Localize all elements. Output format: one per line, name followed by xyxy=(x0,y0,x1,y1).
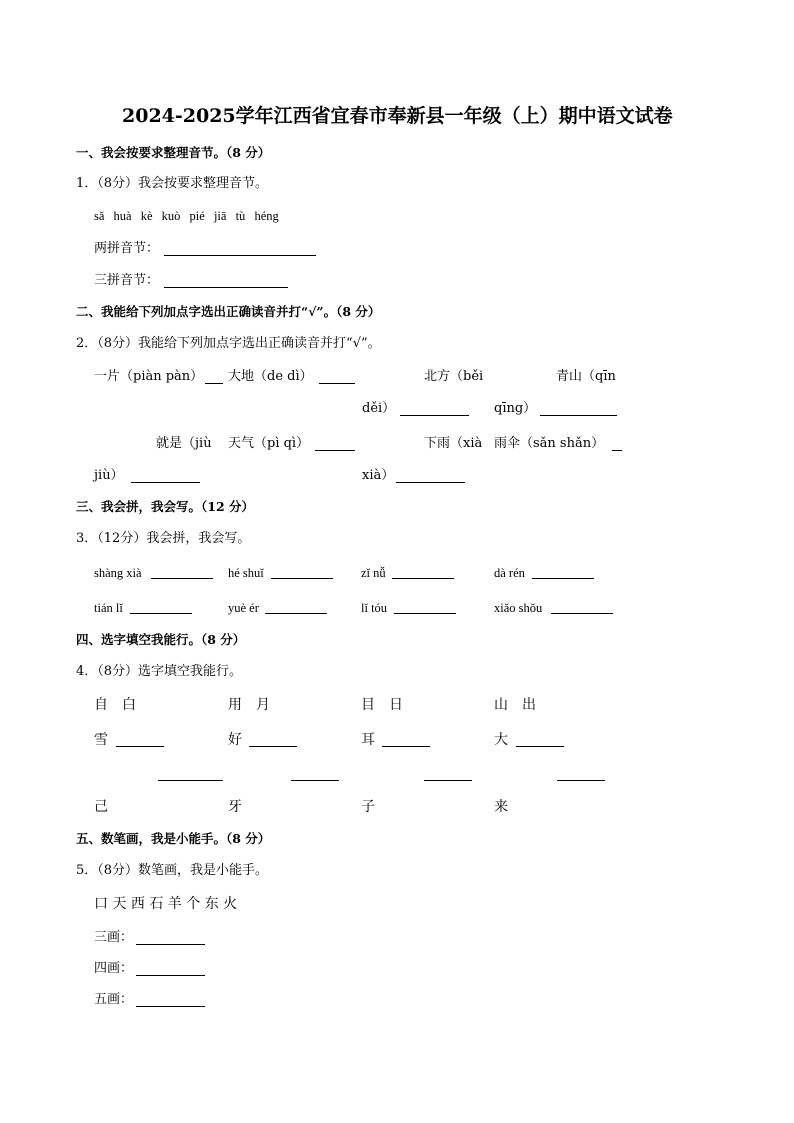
section-4-header: 四、选字填空我能行。（8 分） xyxy=(76,632,246,647)
fill-char: 子 xyxy=(361,799,375,815)
char-pair: 用 月 xyxy=(228,697,270,713)
answer-blank[interactable] xyxy=(265,613,327,614)
answer-blank[interactable] xyxy=(164,255,316,256)
answer-blank[interactable] xyxy=(532,578,594,579)
section-5-header: 五、数笔画，我是小能手。（8 分） xyxy=(76,831,271,846)
syllable-list xyxy=(94,208,279,224)
answer-blank[interactable] xyxy=(249,746,297,747)
answer-blank[interactable] xyxy=(130,613,192,614)
answer-blank[interactable] xyxy=(394,613,456,614)
answer-blank[interactable] xyxy=(382,746,430,747)
section-1-header: 一、我会按要求整理音节。（8 分） xyxy=(76,145,271,160)
pinyin-word: zǐ nǚ xyxy=(361,566,386,580)
reading-item: 雨伞（sǎn shǎn） xyxy=(494,436,605,451)
reading-item: 天气（pì qì） xyxy=(228,436,310,451)
reading-item: 就是（jiù xyxy=(156,436,212,451)
pinyin-word: hé shuǐ xyxy=(228,566,264,580)
syllable: huà xyxy=(113,209,132,223)
reading-item: 青山（qīn xyxy=(556,369,616,384)
answer-blank[interactable] xyxy=(540,415,617,416)
answer-blank[interactable] xyxy=(131,482,200,483)
answer-blank[interactable] xyxy=(396,482,465,483)
answer-blank[interactable] xyxy=(151,578,213,579)
pinyin-word: lǐ tóu xyxy=(361,601,388,615)
section-3-header: 三、我会拼，我会写。（12 分） xyxy=(76,499,254,514)
syllable: pié xyxy=(189,209,205,223)
answer-blank[interactable] xyxy=(516,746,564,747)
reading-item: 大地（de dì） xyxy=(228,369,313,384)
answer-blank[interactable] xyxy=(612,450,622,451)
answer-blank[interactable] xyxy=(205,383,223,384)
syllable: kè xyxy=(140,209,153,223)
stroke-label: 三画： xyxy=(94,930,134,945)
reading-item: qīng） xyxy=(494,401,537,416)
char-pair: 目 日 xyxy=(361,697,403,713)
fill-char: 好 xyxy=(228,732,242,748)
reading-item: 下雨（xià xyxy=(424,436,483,451)
answer-blank[interactable] xyxy=(164,287,288,288)
syllable: kuò xyxy=(161,209,181,223)
syllable: sǎ xyxy=(94,209,105,223)
pinyin-word: yuè ér xyxy=(228,601,259,615)
answer-blank[interactable] xyxy=(315,450,355,451)
page-title: 2024-2025学年江西省宜春市奉新县一年级（上）期中语文试卷 xyxy=(122,105,673,127)
section-2-header: 二、我能给下列加点字选出正确读音并打“√”。（8 分） xyxy=(76,304,381,319)
fill-char: 耳 xyxy=(361,732,375,748)
answer-blank[interactable] xyxy=(291,780,339,781)
question-4: 4．（8分）选字填空我能行。 xyxy=(76,664,243,679)
reading-item: jiù） xyxy=(94,468,124,483)
answer-blank[interactable] xyxy=(557,780,605,781)
reading-item: 一片（piàn pàn） xyxy=(94,369,204,384)
question-5: 5．（8分）数笔画，我是小能手。 xyxy=(76,863,269,878)
answer-blank[interactable] xyxy=(136,944,205,945)
question-2: 2．（8分）我能给下列加点字选出正确读音并打“√”。 xyxy=(76,336,381,351)
stroke-chars: 口 天 西 石 羊 个 东 火 xyxy=(94,896,238,912)
fill-char: 雪 xyxy=(94,732,108,748)
label-two-syllable: 两拼音节： xyxy=(94,241,160,256)
stroke-label: 四画： xyxy=(94,961,134,976)
reading-item: děi） xyxy=(362,401,396,416)
reading-item: 北方（běi xyxy=(424,369,484,384)
pinyin-word: xiǎo shǒu xyxy=(494,601,543,615)
question-3: 3．（12分）我会拼，我会写。 xyxy=(76,531,251,546)
stroke-label: 五画： xyxy=(94,992,134,1007)
char-pair: 山 出 xyxy=(494,697,536,713)
label-three-syllable: 三拼音节： xyxy=(94,273,160,288)
char-pair: 自 白 xyxy=(94,697,136,713)
answer-blank[interactable] xyxy=(424,780,472,781)
reading-item: xià） xyxy=(362,468,395,483)
answer-blank[interactable] xyxy=(392,578,454,579)
pinyin-word: shàng xià xyxy=(94,566,142,580)
syllable: jiā xyxy=(213,209,227,223)
answer-blank[interactable] xyxy=(158,780,223,781)
answer-blank[interactable] xyxy=(271,578,333,579)
fill-char: 来 xyxy=(494,799,508,815)
fill-char: 牙 xyxy=(228,799,242,815)
syllable: héng xyxy=(254,209,279,223)
syllable: tù xyxy=(235,209,246,223)
answer-blank[interactable] xyxy=(116,746,164,747)
answer-blank[interactable] xyxy=(136,975,205,976)
answer-blank[interactable] xyxy=(319,383,355,384)
answer-blank[interactable] xyxy=(136,1006,205,1007)
pinyin-word: dà rén xyxy=(494,566,525,580)
pinyin-word: tián lǐ xyxy=(94,601,123,615)
answer-blank[interactable] xyxy=(551,613,613,614)
answer-blank[interactable] xyxy=(400,415,469,416)
fill-char: 大 xyxy=(494,732,508,748)
fill-char: 己 xyxy=(94,799,108,815)
question-1: 1．（8分）我会按要求整理音节。 xyxy=(76,176,269,191)
